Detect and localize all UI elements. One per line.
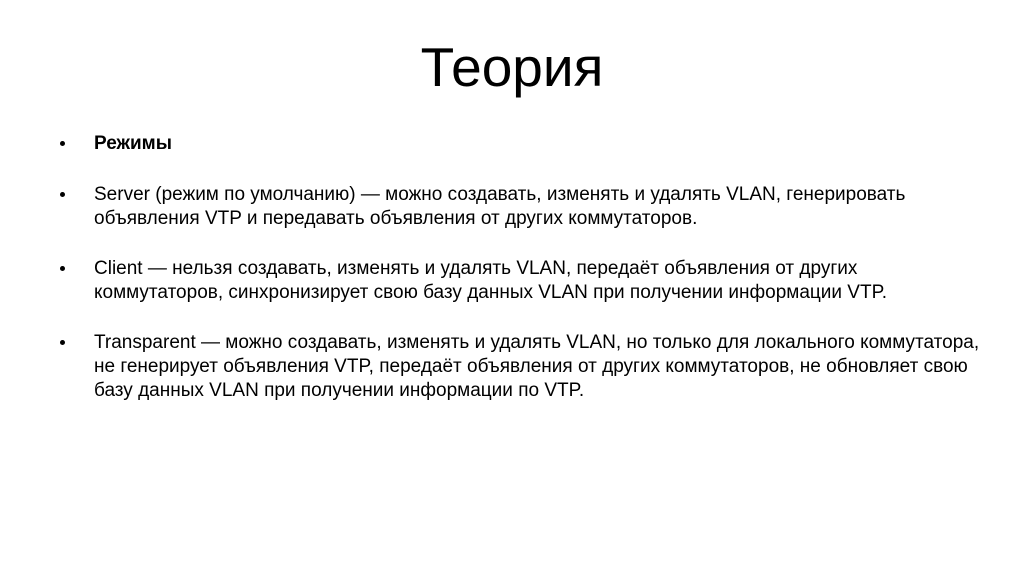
bullet-icon	[60, 340, 65, 345]
bullet-icon	[60, 192, 65, 197]
bullet-icon	[60, 266, 65, 271]
list-item-transparent	[58, 331, 988, 403]
bullet-text: Transparent — можно создавать, изменять и удалять VLAN, но только для локального коммутатора, не генерирует объявления VTP, передаёт объявления от других коммутаторов, не обновляет свою базу данных VLAN при получении информации по VTP.	[94, 332, 980, 401]
bullet-text: Режимы	[94, 133, 172, 154]
bullet-list	[58, 132, 988, 429]
bullet-icon	[60, 141, 65, 146]
list-item-client	[58, 257, 988, 305]
list-item-server	[58, 183, 988, 231]
bullet-text: Client — нельзя создавать, изменять и удалять VLAN, передаёт объявления от других коммутаторов, синхронизирует свою базу данных VLAN при получении информации VTP.	[94, 258, 888, 303]
slide-title: Теория	[420, 36, 604, 98]
list-item-modes	[58, 132, 988, 156]
bullet-text: Server (режим по умолчанию) — можно создавать, изменять и удалять VLAN, генерировать объявления VTP и передавать объявления от других коммутаторов.	[94, 184, 906, 229]
